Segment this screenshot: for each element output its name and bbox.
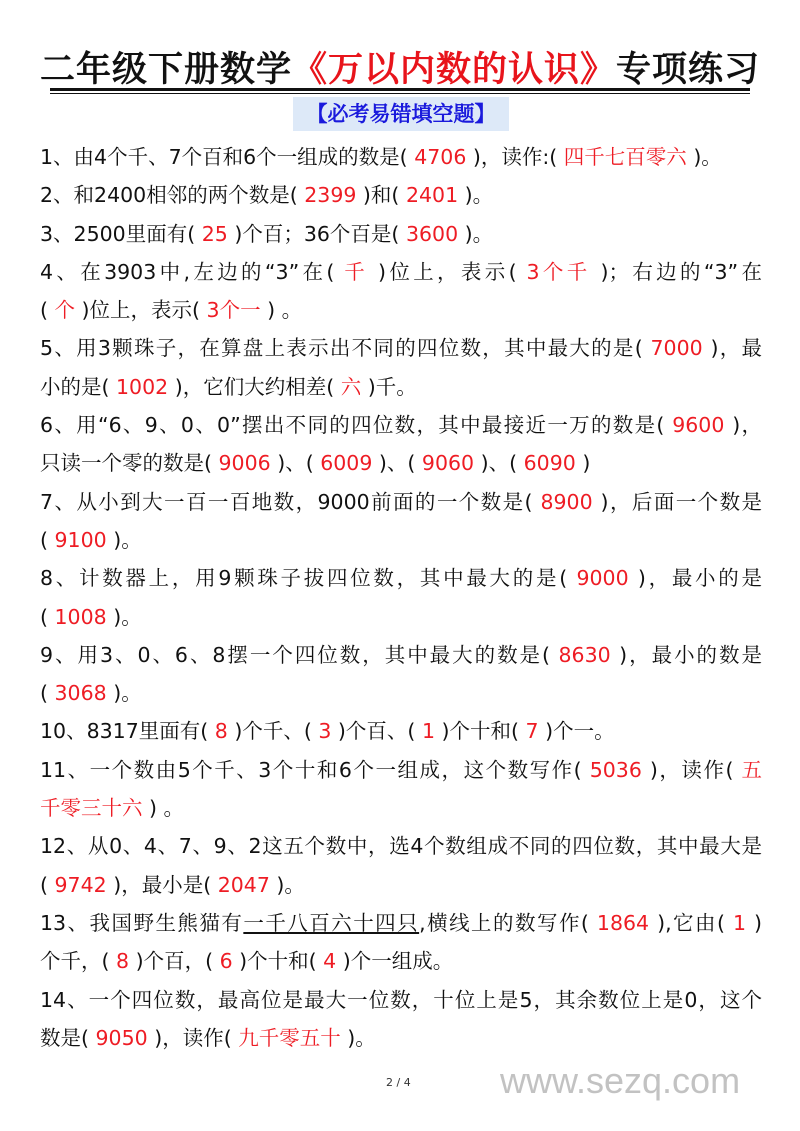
question-text: 3、2500里面有( xyxy=(40,221,202,246)
question-line xyxy=(40,598,762,636)
answer-text: 9100 xyxy=(54,527,107,552)
question-text: )，最小的数是 xyxy=(610,642,762,667)
question-text: ,横线上的数写作( xyxy=(419,910,597,935)
answer-text: 4706 xyxy=(414,145,467,169)
answer-text: 8 xyxy=(214,719,228,744)
question-text: )个百；36个百是( xyxy=(227,221,406,246)
question-text: )个一组成。 xyxy=(336,949,454,974)
question-line xyxy=(40,751,762,789)
answer-text: 1864 xyxy=(596,910,650,935)
answer-text: 1008 xyxy=(54,604,107,629)
answer-text: 7 xyxy=(525,719,539,744)
question-line xyxy=(40,942,762,980)
answer-text: 5036 xyxy=(589,757,642,782)
question-text: )，它们大约相差( xyxy=(168,374,341,399)
question-text: )千。 xyxy=(361,374,417,399)
question-text: 11、一个数由5个千、3个十和6个一组成，这个数写作( xyxy=(40,757,590,782)
question-line xyxy=(40,866,762,904)
question-text: )位上，表示( xyxy=(75,298,207,323)
title-part-3: 专项练习 xyxy=(616,50,761,90)
question-text: )个千、( xyxy=(227,719,319,744)
question-line xyxy=(40,521,762,559)
answer-text: 9050 xyxy=(95,1025,148,1050)
question-text: )个十和( xyxy=(434,719,526,744)
answer-text: 9006 xyxy=(218,451,271,476)
question-text: ( xyxy=(40,527,55,552)
question-text: ) 。 xyxy=(260,298,303,323)
question-text: )， xyxy=(724,413,763,438)
question-text: )；右边的“3”在 xyxy=(590,259,763,284)
question-text: )。 xyxy=(458,183,494,208)
title-part-2: 《万以内数的认识》 xyxy=(291,50,616,90)
title-part-1: 二年级下册数学 xyxy=(39,50,292,90)
question-line xyxy=(40,904,762,942)
question-text: )。 xyxy=(686,145,722,169)
answer-text: 九千零五十 xyxy=(238,1025,341,1050)
question-text: )个百，( xyxy=(129,949,220,974)
question-line xyxy=(40,636,762,674)
answer-text: 6090 xyxy=(523,451,576,476)
answer-text: 3个一 xyxy=(206,298,261,323)
question-line xyxy=(40,253,762,291)
answer-text: 3600 xyxy=(405,221,459,246)
answer-text: 8900 xyxy=(540,489,593,514)
question-text: )、( xyxy=(270,451,321,476)
question-text: )。 xyxy=(106,604,142,629)
answer-text: 千零三十六 xyxy=(40,796,143,821)
underlined-text: 一千八百六十四只 xyxy=(243,910,420,935)
question-text: 个千，( xyxy=(40,949,117,974)
question-text: 14、一个四位数，最高位是最大一位数，十位上是5，其余数位上是0，这个 xyxy=(40,987,762,1012)
answer-text: 6009 xyxy=(320,451,373,476)
section-subtitle: 【必考易错填空题】 xyxy=(293,97,509,131)
question-text: ) xyxy=(575,451,591,476)
question-text: )，最小的是 xyxy=(628,566,762,591)
question-text: )和( xyxy=(356,183,406,208)
question-line xyxy=(40,674,762,712)
question-text: ),它由( xyxy=(649,910,733,935)
answer-text: 五 xyxy=(741,757,762,782)
answer-text: 1 xyxy=(421,719,435,744)
question-line xyxy=(40,789,762,827)
question-line xyxy=(40,712,762,750)
question-text: ( xyxy=(40,298,55,323)
page-title xyxy=(0,42,800,92)
answer-text: 六 xyxy=(340,374,362,399)
answer-text: 7000 xyxy=(650,336,703,361)
question-line xyxy=(40,176,762,214)
answer-text: 1 xyxy=(732,910,747,935)
question-text: ) 。 xyxy=(142,796,185,821)
question-line xyxy=(40,215,762,253)
question-text: 8、计数器上，用9颗珠子拔四位数，其中最大的是( xyxy=(40,566,577,591)
question-text: )，最小是( xyxy=(106,872,218,897)
question-line xyxy=(40,827,762,865)
question-text: )。 xyxy=(106,527,142,552)
watermark: www.sezq.com xyxy=(500,1060,741,1101)
question-text: 数是( xyxy=(40,1025,96,1050)
answer-text: 2401 xyxy=(405,183,459,208)
question-text: )、( xyxy=(474,451,524,476)
question-text: )位上，表示( xyxy=(368,259,527,284)
question-text: ) xyxy=(746,910,763,935)
question-text: )。 xyxy=(340,1025,376,1050)
question-text: 7、从小到大一百一百地数，9000前面的一个数是( xyxy=(40,489,541,514)
answer-text: 1002 xyxy=(116,374,169,399)
answer-text: 8630 xyxy=(558,642,611,667)
question-text: 4、在3903中,左边的“3”在( xyxy=(40,259,345,284)
question-line xyxy=(40,368,762,406)
question-text: 5、用3颗珠子，在算盘上表示出不同的四位数，其中最大的是( xyxy=(40,336,651,361)
question-line xyxy=(40,291,762,329)
question-text: 小的是( xyxy=(40,374,117,399)
question-text: 2、和2400相邻的两个数是( xyxy=(40,183,305,208)
question-text: )个一。 xyxy=(538,719,615,744)
question-list xyxy=(40,138,762,1057)
title-rule-thin xyxy=(50,93,750,94)
question-text: )，读作:( xyxy=(466,145,564,169)
question-text: 12、从0、4、7、9、2这五个数中，选4个数组成不同的四位数，其中最大是 xyxy=(40,834,762,859)
question-text: )个百、( xyxy=(331,719,422,744)
answer-text: 9600 xyxy=(672,413,725,438)
title-rule-thick xyxy=(50,88,750,91)
question-text: )。 xyxy=(458,221,494,246)
question-text: 只读一个零的数是( xyxy=(40,451,219,476)
question-text: ( xyxy=(40,681,55,706)
answer-text: 9000 xyxy=(576,566,629,591)
question-text: )，读作( xyxy=(147,1025,239,1050)
answer-text: 2399 xyxy=(304,183,357,208)
question-text: )。 xyxy=(269,872,305,897)
answer-text: 3068 xyxy=(54,681,107,706)
page-number: 2 / 4 xyxy=(386,1076,411,1089)
answer-text: 9742 xyxy=(54,872,107,897)
question-line xyxy=(40,981,762,1019)
answer-text: 9060 xyxy=(421,451,475,476)
question-text: 1、由4个千、7个百和6个一组成的数是( xyxy=(40,145,415,169)
question-line xyxy=(40,138,762,176)
answer-text: 四千七百零六 xyxy=(563,145,687,169)
answer-text: 2047 xyxy=(217,872,270,897)
question-line xyxy=(40,406,762,444)
answer-text: 25 xyxy=(201,221,228,246)
answer-text: 千 xyxy=(344,259,369,284)
question-line xyxy=(40,559,762,597)
question-text: 6、用“6、9、0、0”摆出不同的四位数，其中最接近一万的数是( xyxy=(40,413,673,438)
question-line xyxy=(40,444,762,482)
question-text: 9、用3、0、6、8摆一个四位数，其中最大的数是( xyxy=(40,642,559,667)
question-line xyxy=(40,329,762,367)
question-text: 10、8317里面有( xyxy=(40,719,215,744)
question-text: )，后面一个数是 xyxy=(592,489,762,514)
question-text: )。 xyxy=(106,681,142,706)
answer-text: 4 xyxy=(323,949,337,974)
question-text: ( xyxy=(40,604,55,629)
answer-text: 3个千 xyxy=(526,259,591,284)
question-text: ( xyxy=(40,872,55,897)
question-text: )个十和( xyxy=(232,949,324,974)
answer-text: 个 xyxy=(54,298,76,323)
question-text: )、( xyxy=(372,451,422,476)
answer-text: 6 xyxy=(219,949,233,974)
question-line xyxy=(40,1019,762,1057)
answer-text: 8 xyxy=(116,949,130,974)
question-text: 13、我国野生熊猫有 xyxy=(40,910,244,935)
question-line xyxy=(40,483,762,521)
answer-text: 3 xyxy=(318,719,332,744)
question-text: )，读作( xyxy=(641,757,742,782)
question-text: )，最 xyxy=(702,336,763,361)
